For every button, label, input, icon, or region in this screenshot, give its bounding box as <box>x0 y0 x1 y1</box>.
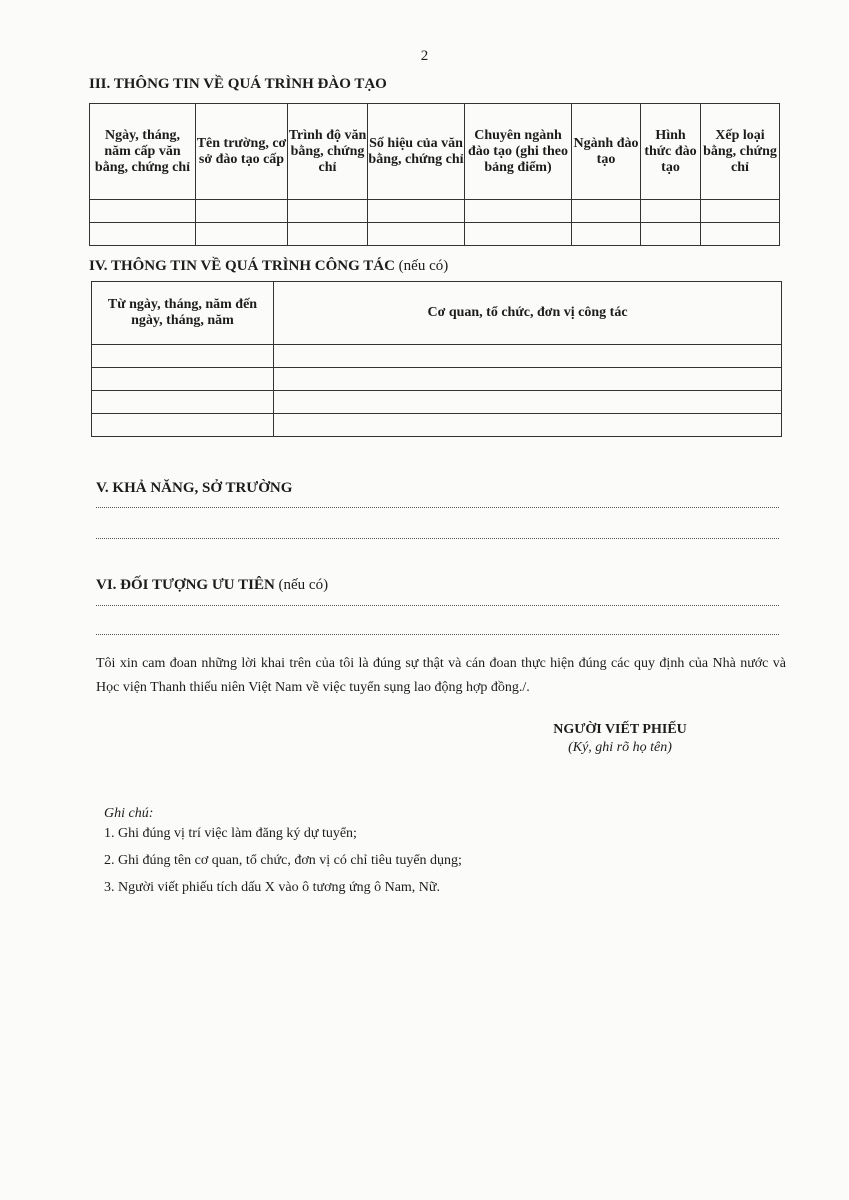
table-cell[interactable] <box>641 200 701 223</box>
table-row <box>92 391 782 414</box>
table-cell[interactable] <box>92 345 274 368</box>
header-period: Từ ngày, tháng, năm đến ngày, tháng, năm <box>92 282 274 345</box>
table-header-row <box>90 104 780 200</box>
declaration-text: Tôi xin cam đoan những lời khai trên của tôi là đúng sự thật và cán đoan thực hiện đúng các quy định của Nhà nước và Học viện Thanh thiếu niên Việt Nam về việc tuyển sụng lao động hợp đồng./. <box>96 656 786 695</box>
section4-title-text: IV. THÔNG TIN VỀ QUÁ TRÌNH CÔNG TÁC <box>89 258 395 274</box>
table-cell[interactable] <box>368 200 465 223</box>
table-cell[interactable] <box>274 345 782 368</box>
table-cell[interactable] <box>701 223 780 246</box>
table-cell[interactable] <box>465 223 572 246</box>
table-cell[interactable] <box>92 391 274 414</box>
header-organization: Cơ quan, tổ chức, đơn vị công tác <box>274 282 782 345</box>
header-school-name: Tên trường, cơ sở đào tạo cấp <box>196 104 288 200</box>
signature-subtitle: (Ký, ghi rõ họ tên) <box>568 740 672 755</box>
dotted-line[interactable] <box>96 538 779 539</box>
table-cell[interactable] <box>465 200 572 223</box>
work-history-table <box>91 281 782 437</box>
header-specialization: Chuyên ngành đào tạo (ghi theo bảng điểm) <box>465 104 572 200</box>
table-cell[interactable] <box>572 200 641 223</box>
training-table <box>89 103 780 246</box>
table-row <box>92 345 782 368</box>
table-cell[interactable] <box>641 223 701 246</box>
table-cell[interactable] <box>92 414 274 437</box>
table-cell[interactable] <box>288 223 368 246</box>
table-cell[interactable] <box>196 223 288 246</box>
dotted-line[interactable] <box>96 634 779 635</box>
table-cell[interactable] <box>196 200 288 223</box>
note-item: 2. Ghi đúng tên cơ quan, tổ chức, đơn vị có chỉ tiêu tuyển dụng; <box>104 853 462 868</box>
table-cell[interactable] <box>92 368 274 391</box>
section4-title-note: (nếu có) <box>398 258 449 274</box>
table-header-row <box>92 282 782 345</box>
header-degree-level: Trình độ văn bằng, chứng chỉ <box>288 104 368 200</box>
table-cell[interactable] <box>90 223 196 246</box>
table-row <box>92 368 782 391</box>
page-number: 2 <box>420 48 429 64</box>
section6-title-text: VI. ĐỐI TƯỢNG ƯU TIÊN <box>96 577 275 593</box>
section5-title: V. KHẢ NĂNG, SỞ TRƯỜNG <box>96 480 293 496</box>
table-cell[interactable] <box>368 223 465 246</box>
note-item: 3. Người viết phiếu tích dấu X vào ô tương ứng ô Nam, Nữ. <box>104 880 440 895</box>
table-cell[interactable] <box>572 223 641 246</box>
section3-title: III. THÔNG TIN VỀ QUÁ TRÌNH ĐÀO TẠO <box>89 76 387 92</box>
note-item: 1. Ghi đúng vị trí việc làm đăng ký dự tuyển; <box>104 826 357 841</box>
table-cell[interactable] <box>90 200 196 223</box>
header-issue-date: Ngày, tháng, năm cấp văn bằng, chứng chỉ <box>90 104 196 200</box>
header-major: Ngành đào tạo <box>572 104 641 200</box>
signature-title: NGƯỜI VIẾT PHIẾU <box>553 722 687 737</box>
section4-title <box>89 258 448 275</box>
section6-title <box>96 577 328 594</box>
table-row <box>90 200 780 223</box>
table-cell[interactable] <box>701 200 780 223</box>
table-cell[interactable] <box>274 391 782 414</box>
notes-title: Ghi chú: <box>104 806 154 821</box>
table-cell[interactable] <box>274 368 782 391</box>
table-cell[interactable] <box>288 200 368 223</box>
table-row <box>90 223 780 246</box>
table-cell[interactable] <box>274 414 782 437</box>
header-degree-rank: Xếp loại bằng, chứng chỉ <box>701 104 780 200</box>
header-degree-number: Số hiệu của văn bằng, chứng chỉ <box>368 104 465 200</box>
dotted-line[interactable] <box>96 605 779 606</box>
dotted-line[interactable] <box>96 507 779 508</box>
section6-title-note: (nếu có) <box>278 577 329 593</box>
header-training-form: Hình thức đào tạo <box>641 104 701 200</box>
table-row <box>92 414 782 437</box>
